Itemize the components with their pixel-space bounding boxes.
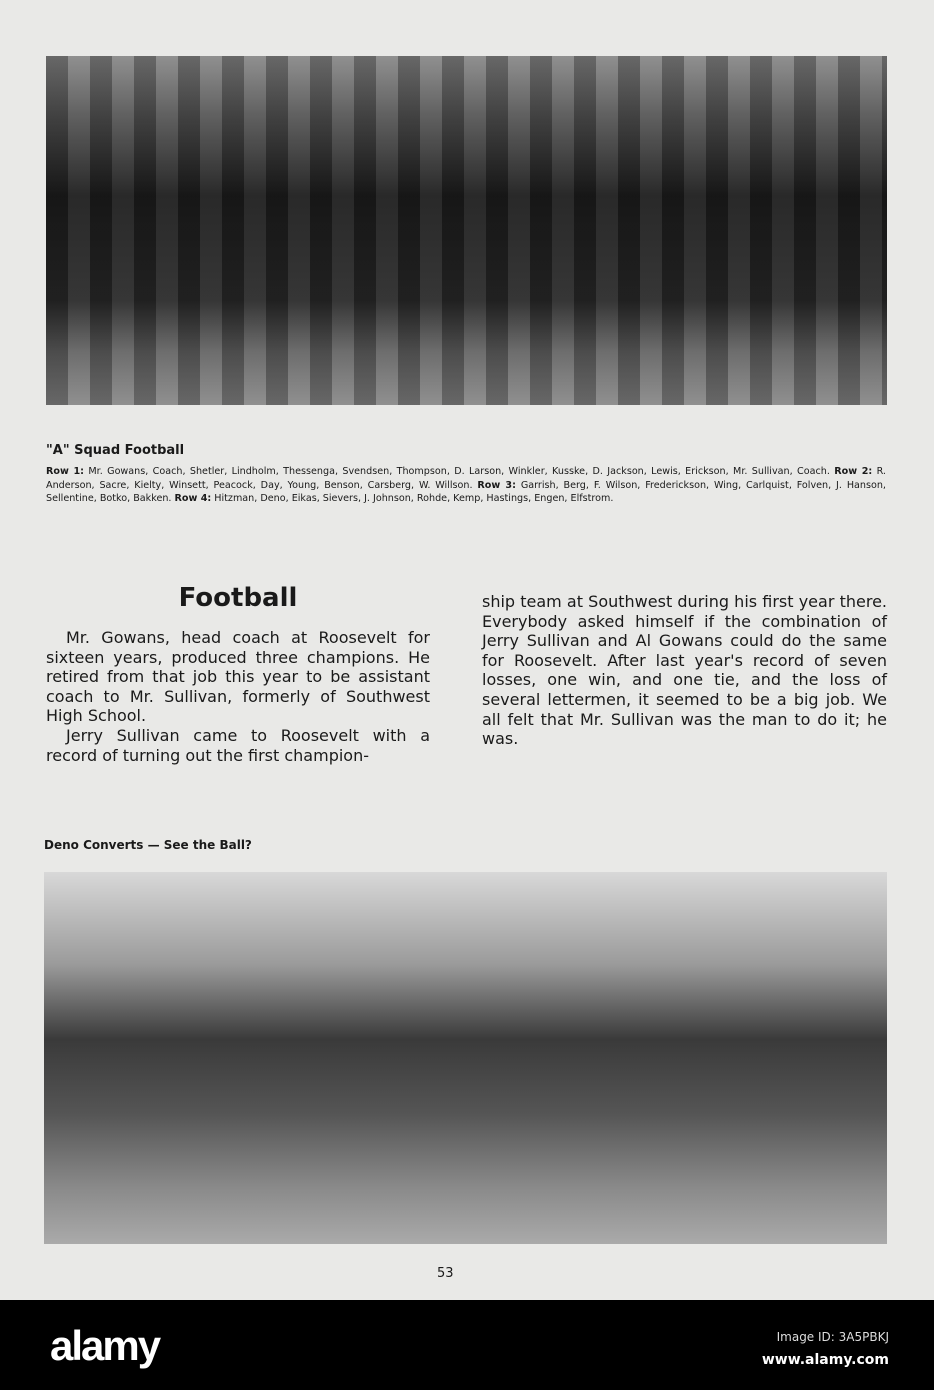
row-label: Row 1:	[46, 466, 85, 477]
site-url: www.alamy.com	[761, 1352, 889, 1368]
image-id: Image ID: 3A5PBKJ	[776, 1330, 889, 1344]
article-left-column	[46, 628, 430, 765]
row-names: R. Anderson, Sacre, Kielty, Winsett, Peacock, Day, Young, Benson, Carsberg, W. Willson.	[46, 466, 886, 491]
watermark-footer	[0, 1300, 934, 1390]
article-heading: Football	[178, 583, 298, 613]
paragraph: Jerry Sullivan came to Roosevelt with a record of turning out the first champion-	[46, 725, 430, 765]
row-names: Hitzman, Deno, Eikas, Sievers, J. Johnson, Rohde, Kemp, Hastings, Engen, Elfstrom.	[211, 493, 614, 504]
row-label: Row 3:	[477, 479, 516, 491]
team-photo-caption	[46, 465, 886, 506]
row-label: Row 4:	[174, 493, 212, 504]
paragraph: Mr. Gowans, head coach at Roosevelt for sixteen years, produced three champions. He retired from that job this year to be assistant coach to Mr. Sullivan, formerly of Southwest High School.	[46, 628, 430, 726]
page-number: 53	[437, 1266, 454, 1281]
row-label: Row 2:	[834, 466, 873, 477]
article-right-column	[482, 592, 887, 749]
row-names: Mr. Gowans, Coach, Shetler, Lindholm, Thessenga, Svendsen, Thompson, D. Larson, Winkler, Kusske, D. Jackson, Lewis, Erickson, Mr. Sullivan, Coach.	[84, 466, 835, 477]
team-photo	[46, 56, 887, 405]
row-names: Garrish, Berg, F. Wilson, Frederickson, Wing, Carlquist, Folven, J. Hanson, Sellentine, Botko, Bakken.	[46, 479, 886, 504]
alamy-logo: alamy	[50, 1322, 160, 1369]
team-photo-caption-title: "A" Squad Football	[46, 443, 185, 458]
paragraph: ship team at Southwest during his first year there. Everybody asked himself if the combination of Jerry Sullivan and Al Gowans could do the same for Roosevelt. After last year's record of seven losses, one win, and one tie, and the loss of several lettermen, it seemed to be a big job. We all felt that Mr. Sullivan was the man to do it; he was.	[482, 592, 887, 749]
game-photo	[44, 872, 887, 1244]
game-photo-caption: Deno Converts — See the Ball?	[44, 838, 252, 852]
